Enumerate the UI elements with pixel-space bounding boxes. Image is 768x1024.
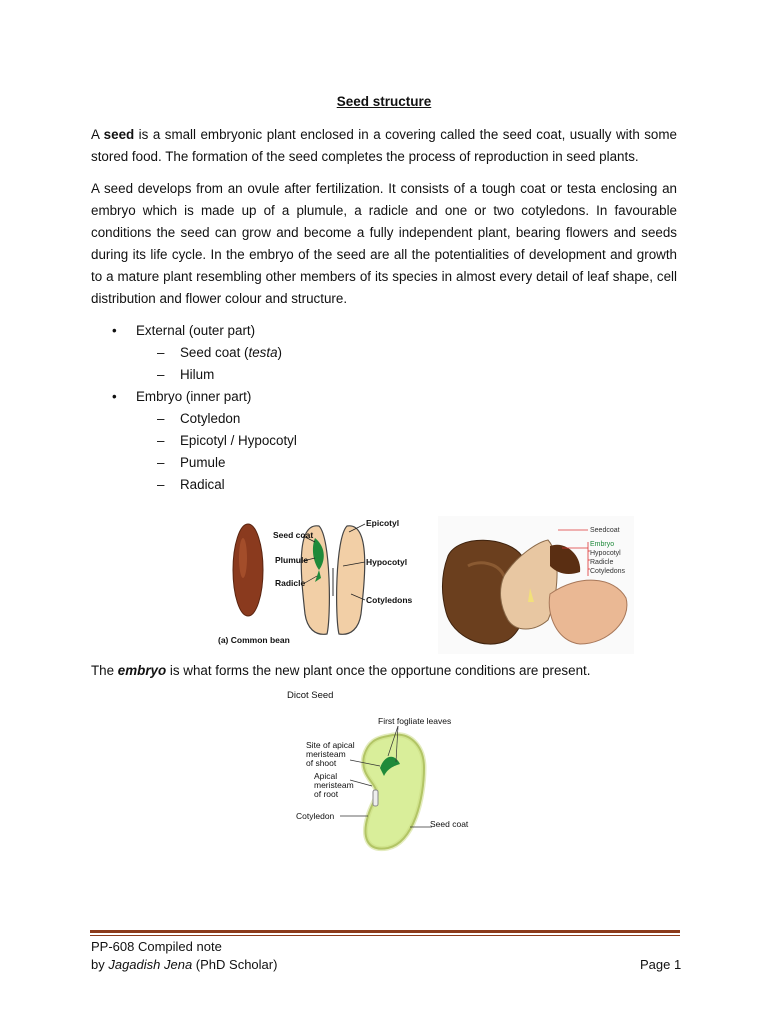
- label-hypocotyl: Hypocotyl: [590, 550, 621, 557]
- embryo-term: embryo: [117, 663, 167, 678]
- page-number: Page 1: [640, 957, 682, 972]
- list-subitem: – Pumule: [157, 455, 226, 470]
- label-radicle: Radicle: [275, 578, 306, 588]
- list-subitem: – Cotyledon: [157, 411, 241, 426]
- seed-term: seed: [103, 127, 135, 142]
- list-subitem: – Hilum: [157, 367, 215, 382]
- footer-rule: [90, 930, 680, 933]
- footer-course: PP-608 Compiled note: [91, 939, 222, 954]
- label-cotyledons: Cotyledons: [366, 595, 413, 605]
- list-subitem: – Epicotyl / Hypocotyl: [157, 433, 297, 448]
- label-seed-coat: Seed coat: [430, 819, 469, 829]
- label-cotyledon: Cotyledon: [296, 811, 335, 821]
- label-apical-root-2: meristeam: [314, 780, 354, 790]
- label-hypocotyl: Hypocotyl: [366, 557, 408, 567]
- list-item: • External (outer part): [112, 323, 256, 338]
- label-cotyledons: Cotyledons: [590, 568, 626, 575]
- opened-seed-figure: [438, 516, 634, 654]
- list-subitem: – Seed coat (testa): [157, 345, 282, 360]
- label-plumule: Plumule: [275, 555, 309, 565]
- whole-bean-image: [233, 524, 263, 616]
- label-seed-coat: Seed coat: [273, 530, 314, 540]
- embryo-paragraph: The embryo is what forms the new plant once the opportune conditions are present.: [91, 663, 591, 678]
- dicot-seed-figure: [284, 686, 484, 856]
- label-first-leaves: First fogliate leaves: [378, 716, 452, 726]
- bean-highlight: [239, 538, 247, 578]
- label-apical-root-3: of root: [314, 789, 339, 799]
- footer-rule-thin: [90, 935, 680, 936]
- label-apical-shoot-1: Site of apical: [306, 740, 355, 750]
- page-title: Seed structure: [336, 94, 432, 109]
- figure-caption: (a) Common bean: [218, 635, 290, 645]
- label-seedcoat: Seedcoat: [590, 527, 620, 534]
- label-apical-shoot-3: of shoot: [306, 758, 337, 768]
- bean-diagram-figure: [215, 518, 413, 650]
- bean-half-right: [337, 526, 365, 635]
- seed-parts-list: [112, 320, 297, 496]
- development-paragraph: A seed develops from an ovule after fertilization. It consists of a tough coat or testa enclosing an embryo which is made up of a plumule, a radicle and one or two cotyledons. In favourable conditions the seed can grow and become a fully independent plant, bearing flowers and seeds during its life cycle. In the embryo of the seed are all the potentialities of development and growth to a mature plant resembling other members of its species in almost every detail of leaf shape, cell distribution and flower colour and structure.: [91, 181, 677, 306]
- dicot-seed-body: [363, 735, 424, 849]
- list-subitem: – Radical: [157, 477, 225, 492]
- radicle-shape: [373, 790, 378, 806]
- label-radicle: Radicle: [590, 559, 614, 566]
- label-apical-shoot-2: meristeam: [306, 749, 346, 759]
- intro-paragraph: A seed is a small embryonic plant enclosed in a covering called the seed coat, usually with some stored food. The formation of the seed completes the process of reproduction in seed plants.: [91, 127, 677, 164]
- label-epicotyl: Epicotyl: [366, 518, 400, 528]
- label-embryo: Embryo: [590, 541, 615, 548]
- list-item: • Embryo (inner part): [112, 389, 252, 404]
- label-apical-root-1: Apical: [314, 771, 338, 781]
- footer-author: by Jagadish Jena (PhD Scholar): [91, 957, 278, 972]
- dicot-title: Dicot Seed: [287, 690, 334, 701]
